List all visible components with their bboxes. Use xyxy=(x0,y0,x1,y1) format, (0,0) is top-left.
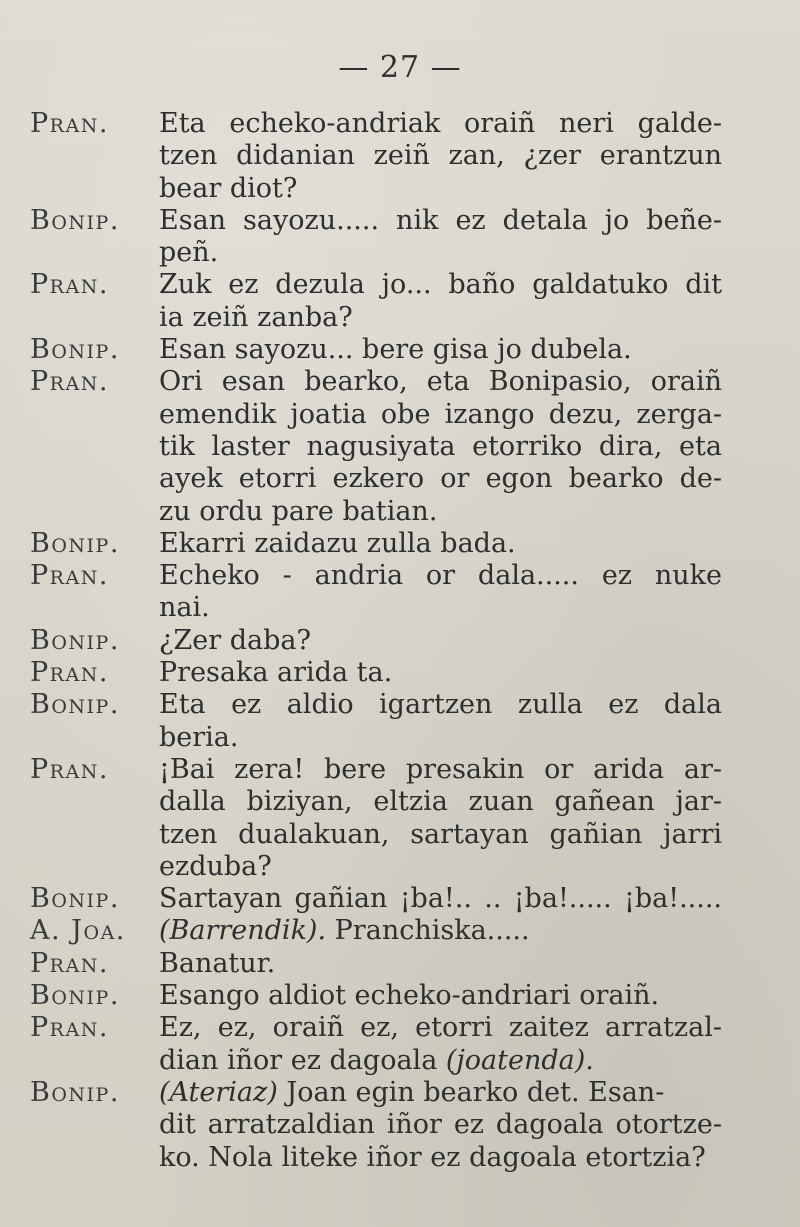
speech-line: beria. xyxy=(159,721,239,753)
speech-text xyxy=(159,689,722,754)
speaker-name: Bonip. xyxy=(30,883,120,915)
speaker-name: Pran. xyxy=(30,560,109,592)
speech-line: Esan sayozu..... nik ez detala jo beñe- xyxy=(159,204,722,236)
speech-line: Eta echeko-andriak oraiñ neri galde- xyxy=(159,108,722,139)
speaker-name: Bonip. xyxy=(30,527,120,559)
stage-direction: (Barrendik). xyxy=(159,915,327,947)
speech-line: dalla biziyan, eltzia zuan gañean jar- xyxy=(159,786,722,818)
speech-line: ¿Zer daba? xyxy=(159,624,311,656)
speaker-name: Bonip. xyxy=(30,1076,120,1108)
speech-line: ayek etorri ezkero or egon bearko de- xyxy=(159,463,722,495)
speaker-name: Bonip. xyxy=(30,624,120,656)
stage-direction: (joatenda). xyxy=(437,1044,594,1076)
speech-fragment: Joan egin bearko det. Esan- xyxy=(277,1076,665,1108)
speech-line: dit arratzaldian iñor ez dagoala otortze- xyxy=(159,1109,722,1141)
dialogue-entry xyxy=(0,269,800,334)
speech-text xyxy=(159,915,722,947)
speech-line xyxy=(159,915,722,947)
speaker-name: Bonip. xyxy=(30,204,120,236)
page-number: — 27 — xyxy=(338,50,462,85)
dialogue-entry xyxy=(0,528,800,560)
speech-line xyxy=(159,1077,722,1109)
speech-line: Ori esan bearko, eta Bonipasio, oraiñ xyxy=(159,366,722,398)
speech-text xyxy=(159,334,722,366)
speech-text xyxy=(159,657,722,689)
speech-text xyxy=(159,560,722,625)
dialogue-entry xyxy=(0,980,800,1012)
speech-line: Ekarri zaidazu zulla bada. xyxy=(159,527,516,559)
speech-fragment: Pranchiska..... xyxy=(326,915,530,947)
dialogue-entry xyxy=(0,625,800,657)
speech-line: ¡Bai zera! bere presakin or arida ar- xyxy=(159,753,722,785)
speaker-name: Pran. xyxy=(30,657,109,689)
speech-text xyxy=(159,366,722,527)
speech-line: tzen dualakuan, sartayan gañian jarri xyxy=(159,818,722,850)
speech-line: ko. Nola liteke iñor ez dagoala etortzia? xyxy=(159,1141,706,1173)
speaker-name: Pran. xyxy=(30,108,109,139)
speech-text xyxy=(159,269,722,334)
dialogue-entry xyxy=(0,689,800,754)
dialogue-entry xyxy=(0,1077,800,1174)
speech-line: Echeko - andria or dala..... ez nuke xyxy=(159,560,722,592)
speech-line: tik laster nagusiyata etorriko dira, eta xyxy=(159,430,722,462)
speaker-name: Pran. xyxy=(30,753,109,785)
speech-line: Ez, ez, oraiñ ez, etorri zaitez arratzal- xyxy=(159,1012,722,1044)
dialogue-entry xyxy=(0,205,800,270)
dialogue-entry xyxy=(0,108,800,205)
speech-text xyxy=(159,1077,722,1174)
dialogue-entry xyxy=(0,560,800,625)
dialogue-entry xyxy=(0,915,800,947)
speech-line: Zuk ez dezula jo... baño galdatuko dit xyxy=(159,269,722,301)
speech-line: bear diot? xyxy=(159,172,298,204)
speaker-name: Pran. xyxy=(30,1012,109,1044)
speaker-name: Pran. xyxy=(30,269,109,301)
speech-line: Esan sayozu... bere gisa jo dubela. xyxy=(159,334,632,366)
speaker-name: Bonip. xyxy=(30,689,120,721)
speech-text xyxy=(159,883,722,915)
dialogue-entry xyxy=(0,366,800,527)
dialogue-entry xyxy=(0,657,800,689)
speech-line: tzen didanian zeiñ zan, ¿zer erantzun xyxy=(159,140,722,172)
speech-line: Sartayan gañian ¡ba!.. .. ¡ba!..... ¡ba!..... xyxy=(159,883,722,915)
speech-line: zu ordu pare batian. xyxy=(159,495,438,527)
speech-line: Presaka arida ta. xyxy=(159,657,393,689)
speaker-name: Pran. xyxy=(30,947,109,979)
dialogue-entry xyxy=(0,754,800,883)
speech-line: peñ. xyxy=(159,237,219,269)
dialogue xyxy=(0,108,800,1174)
speech-line: Esango aldiot echeko-andriari oraiñ. xyxy=(159,980,660,1012)
speech-text xyxy=(159,1012,722,1077)
speech-fragment: dian iñor ez dagoala xyxy=(159,1044,438,1076)
speaker-name: Bonip. xyxy=(30,334,120,366)
dialogue-entry xyxy=(0,948,800,980)
speaker-name: Pran. xyxy=(30,366,109,398)
speaker-name: Bonip. xyxy=(30,980,120,1012)
dialogue-entry xyxy=(0,883,800,915)
speech-text xyxy=(159,980,722,1012)
speech-text xyxy=(159,948,722,980)
dialogue-entry xyxy=(0,334,800,366)
speech-line xyxy=(159,1045,722,1077)
speech-line: ia zeiñ zanba? xyxy=(159,301,353,333)
speaker-name: A. Joa. xyxy=(30,915,126,947)
speech-text xyxy=(159,528,722,560)
speech-text xyxy=(159,108,722,205)
stage-direction: (Ateriaz) xyxy=(159,1076,278,1108)
speech-text xyxy=(159,205,722,270)
speech-line: Eta ez aldio igartzen zulla ez dala xyxy=(159,689,722,721)
speech-text xyxy=(159,754,722,883)
speech-line: nai. xyxy=(159,592,210,624)
speech-line: ezduba? xyxy=(159,850,272,882)
speech-line: Banatur. xyxy=(159,947,276,979)
speech-line: emendik joatia obe izango dezu, zerga- xyxy=(159,398,722,430)
speech-text xyxy=(159,625,722,657)
dialogue-entry xyxy=(0,1012,800,1077)
